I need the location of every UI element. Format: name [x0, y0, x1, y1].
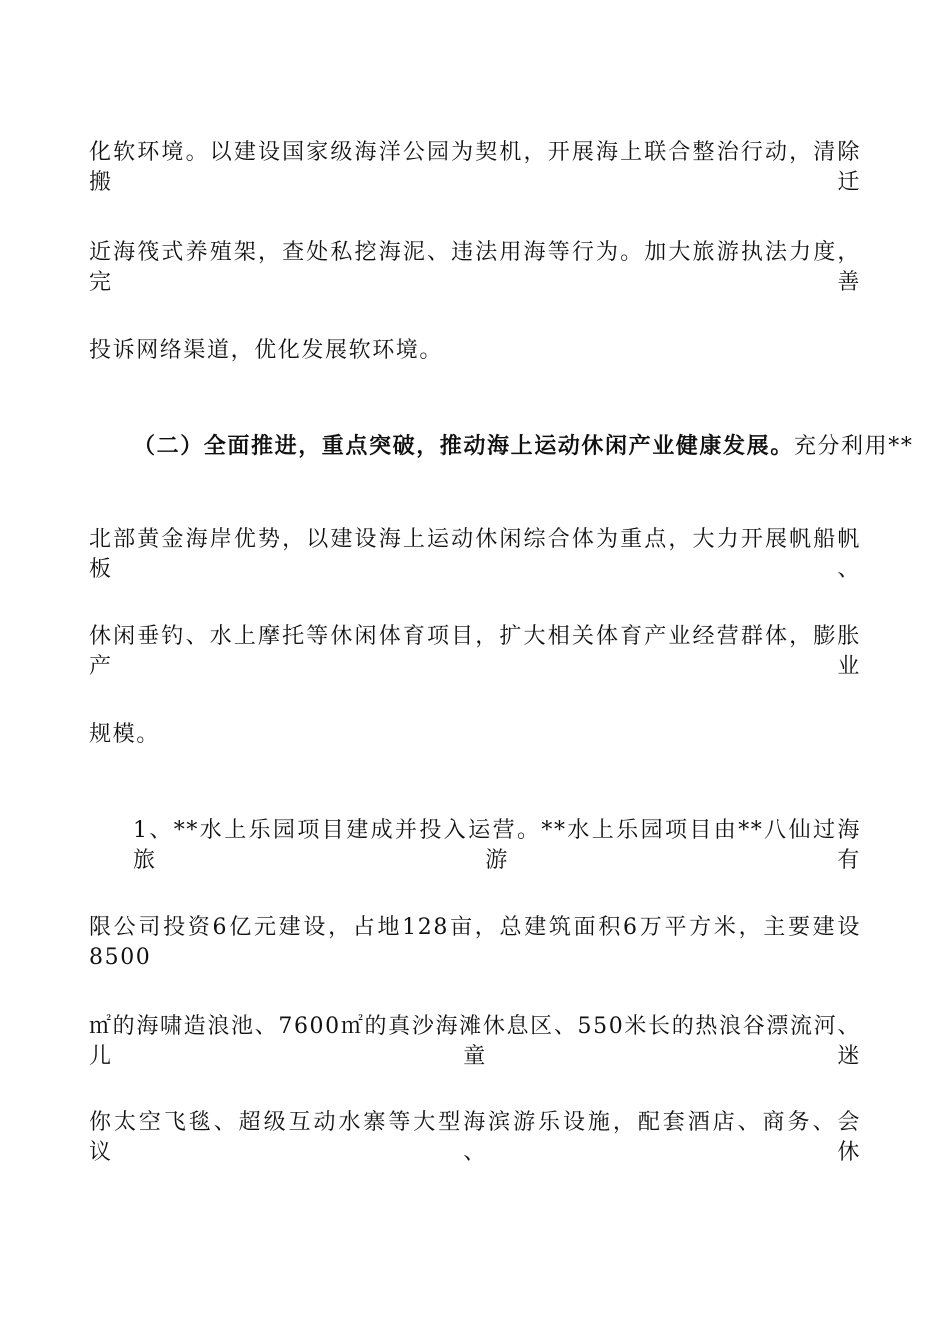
paragraph-line-10: 你太空飞毯、超级互动水寨等大型海滨游乐设施，配套酒店、商务、会议、休 [89, 1110, 861, 1165]
paragraph-line-4: 北部黄金海岸优势，以建设海上运动休闲综合体为重点，大力开展帆船帆板、 [89, 527, 861, 582]
paragraph-line-7: 1、**水上乐园项目建成并投入运营。**水上乐园项目由**八仙过海旅游有 [133, 818, 861, 873]
section-heading-continuation: 充分利用** [793, 434, 914, 459]
paragraph-line-5: 休闲垂钓、水上摩托等休闲体育项目，扩大相关体育产业经营群体，膨胀产业 [89, 624, 861, 679]
paragraph-line-8: 限公司投资6亿元建设，占地128亩，总建筑面积6万平方米，主要建设8500 [89, 915, 861, 970]
section-heading-bold: （二）全面推进，重点突破，推动海上运动休闲产业健康发展。 [133, 434, 794, 459]
paragraph-line-3: 投诉网络渠道，优化发展软环境。 [89, 338, 444, 363]
paragraph-line-6: 规模。 [89, 722, 160, 747]
paragraph-line-1: 化软环境。以建设国家级海洋公园为契机，开展海上联合整治行动，清除搬迁 [89, 140, 861, 195]
section-heading [133, 432, 914, 462]
paragraph-line-9: ㎡的海啸造浪池、7600㎡的真沙海滩休息区、550米长的热浪谷漂流河、儿童迷 [89, 1014, 861, 1069]
paragraph-line-2: 近海筏式养殖架，查处私挖海泥、违法用海等行为。加大旅游执法力度，完善 [89, 240, 861, 295]
